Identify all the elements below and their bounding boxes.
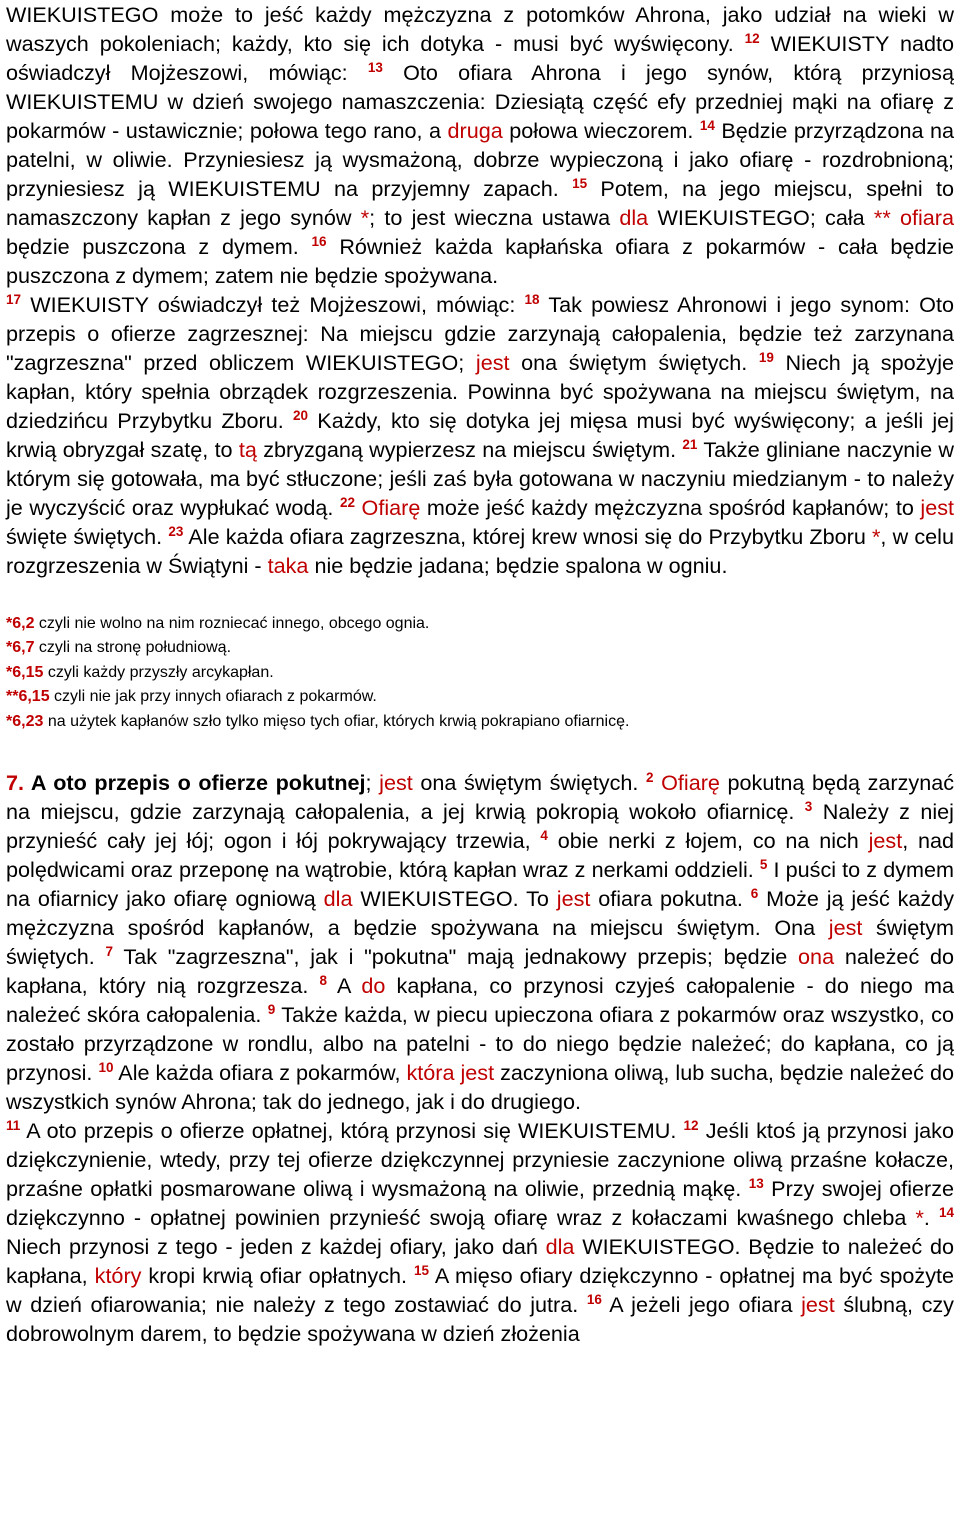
- text: , nad polędwicami oraz przeponę na wątrobie, którą kapłan wraz z nerkami oddzieli.: [6, 828, 955, 883]
- highlighted-word: jest: [828, 915, 863, 941]
- text: Każdy, kto się dotyka jej mięsa musi być wyświęcony; a jeśli jej krwią obryzgał szatę, to: [6, 408, 954, 462]
- chapter-number: 7.: [6, 770, 25, 796]
- text: Należy z niej przynieść cały jej łój; ogon i łój pokrywający trzewia,: [6, 799, 954, 854]
- text: A jeżeli jego ofiara: [601, 1292, 802, 1318]
- footnote-mark: **6,15: [6, 688, 50, 706]
- text: WIEKUISTY oświadczył też Mojżeszowi, mówiąc:: [21, 292, 525, 317]
- verse-number: 12: [744, 30, 760, 46]
- highlighted-word: dla: [323, 886, 353, 912]
- text: A mięso ofiary dziękczynno - opłatnej ma być spożyte w dzień ofiarowania; nie należy z tego zostawiać do jutra.: [6, 1263, 954, 1318]
- highlighted-word: dla: [619, 205, 649, 230]
- footnote-text: na użytek kapłanów szło tylko mięso tych ofiar, których krwią pokrapiano ofiarnicę.: [43, 712, 630, 730]
- text: WIEKUISTEGO; cała: [648, 205, 874, 230]
- text: Ale każda ofiara z pokarmów,: [113, 1060, 407, 1086]
- text: A oto przepis o ofierze opłatnej, którą przynosi się WIEKUISTEMU.: [20, 1118, 684, 1144]
- footnote-text: czyli każdy przyszły arcykapłan.: [43, 663, 274, 681]
- footnote-mark: *6,2: [6, 615, 35, 632]
- text: Ale każda ofiara zagrzeszna, której krew wnosi się do Przybytku Zboru: [183, 524, 873, 549]
- footnote-mark: *6,15: [6, 663, 44, 681]
- highlighted-word: dla: [545, 1234, 575, 1260]
- verse-number: 4: [540, 827, 548, 843]
- footnote: [6, 612, 954, 636]
- highlighted-word: taka: [267, 553, 309, 578]
- verse-number: 23: [168, 523, 184, 539]
- paragraph-leviticus-6-continued: [6, 0, 954, 290]
- text: kapłana, co przynosi czyjeś całopalenie - do niego ma należeć skóra całopalenia.: [6, 973, 954, 1028]
- verse-number: 9: [267, 1001, 276, 1017]
- text: , w celu rozgrzeszenia w Świątyni -: [6, 524, 954, 578]
- text: Może ją jeść każdy mężczyzna spośród kapłanów, a będzie spożywana na miejscu świętym. Ona: [6, 886, 954, 941]
- text: ;: [365, 770, 380, 796]
- footnote-mark: *6,7: [6, 639, 35, 657]
- text: ; to jest wieczna ustawa: [369, 205, 620, 230]
- footnotes: [6, 612, 954, 734]
- verse-number: 5: [759, 856, 768, 872]
- text: pokutną będą zarzynać na miejscu, gdzie zarzynają całopalenia, a jej krwią pokropią wokoło ofiarnicę.: [6, 770, 955, 825]
- highlighted-word: jest: [475, 350, 510, 375]
- text: obie nerki z łojem, co na nich: [547, 828, 869, 854]
- verse-number: 19: [758, 349, 774, 365]
- highlighted-word: tą: [238, 437, 257, 462]
- text: Potem, na jego miejscu, spełni to namaszczony kapłan z jego synów: [6, 176, 955, 230]
- text: A: [327, 973, 362, 999]
- text: Jeśli ktoś ją przynosi jako dziękczynienie, wtedy, przy tej ofierze dziękczynnej przyniesie zaczynione oliwą przaśne kołacze, przaśne opłatki posmarowane oliwą i wysmażoną na oliwie, przednią mąkę.: [6, 1118, 954, 1202]
- text: WIEKUISTEGO. To: [352, 886, 557, 912]
- footnote-marker[interactable]: *: [360, 205, 370, 230]
- text: kropi krwią ofiar opłatnych.: [141, 1263, 414, 1289]
- text: Niech przynosi z tego - jeden z każdej ofiary, jako dań: [6, 1234, 546, 1260]
- highlighted-word: jest: [556, 886, 591, 912]
- text: Tak powiesz Ahronowi i jego synom: Oto przepis o ofierze zagrzesznej: Na miejscu gdzie zarzynają całopalenia, będzie też zarzynana "zagrzeszna" przed obliczem WIEKUISTEGO;: [6, 292, 954, 375]
- text: Oto ofiara Ahrona i jego synów, którą przyniosą WIEKUISTEMU w dzień swojego namaszczenia: Dziesiątą część efy przedniej mąki na ofiarę z pokarmów - ustawicznie; połowa tego rano, a: [6, 60, 954, 143]
- footnote: [6, 661, 954, 685]
- text: ona świętym świętych.: [509, 350, 759, 375]
- text: [654, 770, 662, 795]
- text: WIEKUISTEGO. Będzie to należeć do kapłana,: [6, 1234, 954, 1289]
- text: ofiara pokutna.: [590, 886, 751, 912]
- text: WIEKUISTEGO może to jeść każdy mężczyzna z potomków Ahrona, jako udział na wieki w waszych pokoleniach; każdy, kto się ich dotyka - musi być wyświęcony.: [6, 2, 954, 56]
- verse-number: 21: [682, 436, 698, 452]
- verse-number: 13: [748, 1175, 764, 1191]
- verse-number: 2: [645, 769, 654, 785]
- text: Również każda kapłańska ofiara z pokarmów - cała będzie puszczona z dymem; zatem nie będzie spożywana.: [6, 234, 954, 288]
- verse-number: 18: [524, 291, 540, 307]
- footnote-text: czyli nie jak przy innych ofiarach z pokarmów.: [49, 688, 377, 706]
- text: .: [923, 1205, 939, 1231]
- verse-number: 16: [586, 1291, 602, 1307]
- text: I puści to z dymem na ofiarnicy jako ofiarę ogniową: [6, 857, 954, 912]
- text: połowa wieczorem.: [502, 118, 700, 143]
- text: należeć do kapłana, który nią rozgrzesza.: [6, 944, 954, 999]
- text: będzie puszczona z dymem.: [6, 234, 312, 259]
- text: ona świętym świętych.: [412, 770, 646, 796]
- text: zaczyniona oliwą, lub sucha, będzie należeć do wszystkich synów Ahrona; tak do jednego, jak i do drugiego.: [6, 1060, 955, 1115]
- highlighted-word: jest: [868, 828, 903, 854]
- paragraph-guilt-offering: [6, 768, 954, 1116]
- verse-number: 14: [699, 117, 715, 133]
- highlighted-word: jest: [920, 495, 954, 520]
- text: Przy swojej ofierze dziękczynno - opłatnej powinien przynieść swoją ofiarę wraz z kołaczami kwaśnego chleba: [6, 1176, 955, 1231]
- highlighted-word: ona: [798, 944, 835, 970]
- text: ślubną, czy dobrowolnym darem, to będzie spożywana w dzień złożenia: [6, 1292, 954, 1347]
- verse-number: 12: [683, 1117, 699, 1133]
- text: świętym świętych.: [6, 915, 954, 970]
- verse-number: 8: [319, 972, 328, 988]
- text: Także gliniane naczynie w którym się gotowała, ma być stłuczone; jeśli zaś była gotowana w naczyniu miedzianym - to należy je wyczyścić oraz wypłukać wodą.: [6, 437, 954, 520]
- verse-number: 15: [572, 175, 588, 191]
- verse-number: 17: [6, 291, 22, 307]
- footnote: [6, 636, 954, 660]
- verse-number: 13: [367, 59, 383, 75]
- highlighted-word: jest: [379, 770, 413, 796]
- footnote-mark: *6,23: [6, 712, 44, 730]
- section-heading: A oto przepis o ofierze pokutnej: [24, 770, 366, 796]
- text: zbryzganą wypierzesz na miejscu świętym.: [256, 437, 683, 462]
- verse-number: 14: [938, 1204, 954, 1220]
- highlighted-word: Ofiarę: [361, 495, 421, 520]
- verse-number: 7: [105, 943, 114, 959]
- verse-number: 6: [750, 885, 759, 901]
- highlighted-word: druga: [447, 118, 503, 143]
- text: Niech ją spożyje kapłan, który spełnia obrządek rozgrzeszenia. Powinna być spożywana na miejscu świętym, na dziedzińcu Przybytku Zboru.: [6, 350, 955, 433]
- footnote: [6, 710, 954, 734]
- text: nie będzie jadana; będzie spalona w ogniu.: [308, 553, 728, 578]
- footnote-marker[interactable]: *: [915, 1205, 924, 1231]
- highlighted-word: która jest: [406, 1060, 495, 1086]
- footnote-text: czyli nie wolno na nim rozniecać innego, obcego ognia.: [34, 615, 430, 632]
- verse-number: 16: [311, 233, 327, 249]
- verse-number: 15: [414, 1262, 430, 1278]
- text: Także każda, w piecu upieczona ofiara z pokarmów oraz wszystko, co zostało przyrządzone w rondlu, albo na patelni - to do niego będzie należeć; do kapłana, co ją przynosi.: [6, 1002, 954, 1086]
- paragraph-peace-offering: [6, 1116, 954, 1348]
- verse-number: 3: [804, 798, 813, 814]
- text: Będzie przyrządzona na patelni, w oliwie. Przyniesiesz ją wysmażoną, dobrze wypieczoną i jako ofiarę - rozdrobnioną; przyniesiesz ją WIEKUISTEMU na przyjemny zapach.: [6, 118, 955, 201]
- paragraph-sin-offering: [6, 290, 954, 580]
- highlighted-word: jest: [801, 1292, 835, 1318]
- text: Tak "zagrzeszna", jak i "pokutna" mają jednakowy przepis; będzie: [113, 944, 799, 970]
- verse-number: 11: [6, 1117, 21, 1133]
- text: WIEKUISTY nadto oświadczył Mojżeszowi, mówiąc:: [6, 31, 954, 85]
- text: święte świętych.: [6, 524, 169, 549]
- highlighted-word: do: [361, 973, 386, 999]
- highlighted-word: ** ofiara: [873, 205, 954, 230]
- verse-number: 22: [339, 494, 355, 510]
- footnote-text: czyli na stronę południową.: [34, 639, 232, 657]
- highlighted-word: Ofiarę: [661, 770, 720, 796]
- verse-number: 10: [98, 1059, 114, 1075]
- footnote-marker[interactable]: *: [872, 524, 881, 549]
- text: może jeść każdy mężczyzna spośród kapłanów; to: [420, 495, 921, 520]
- footnote: [6, 685, 954, 709]
- highlighted-word: który: [94, 1263, 142, 1289]
- verse-number: 20: [293, 407, 309, 423]
